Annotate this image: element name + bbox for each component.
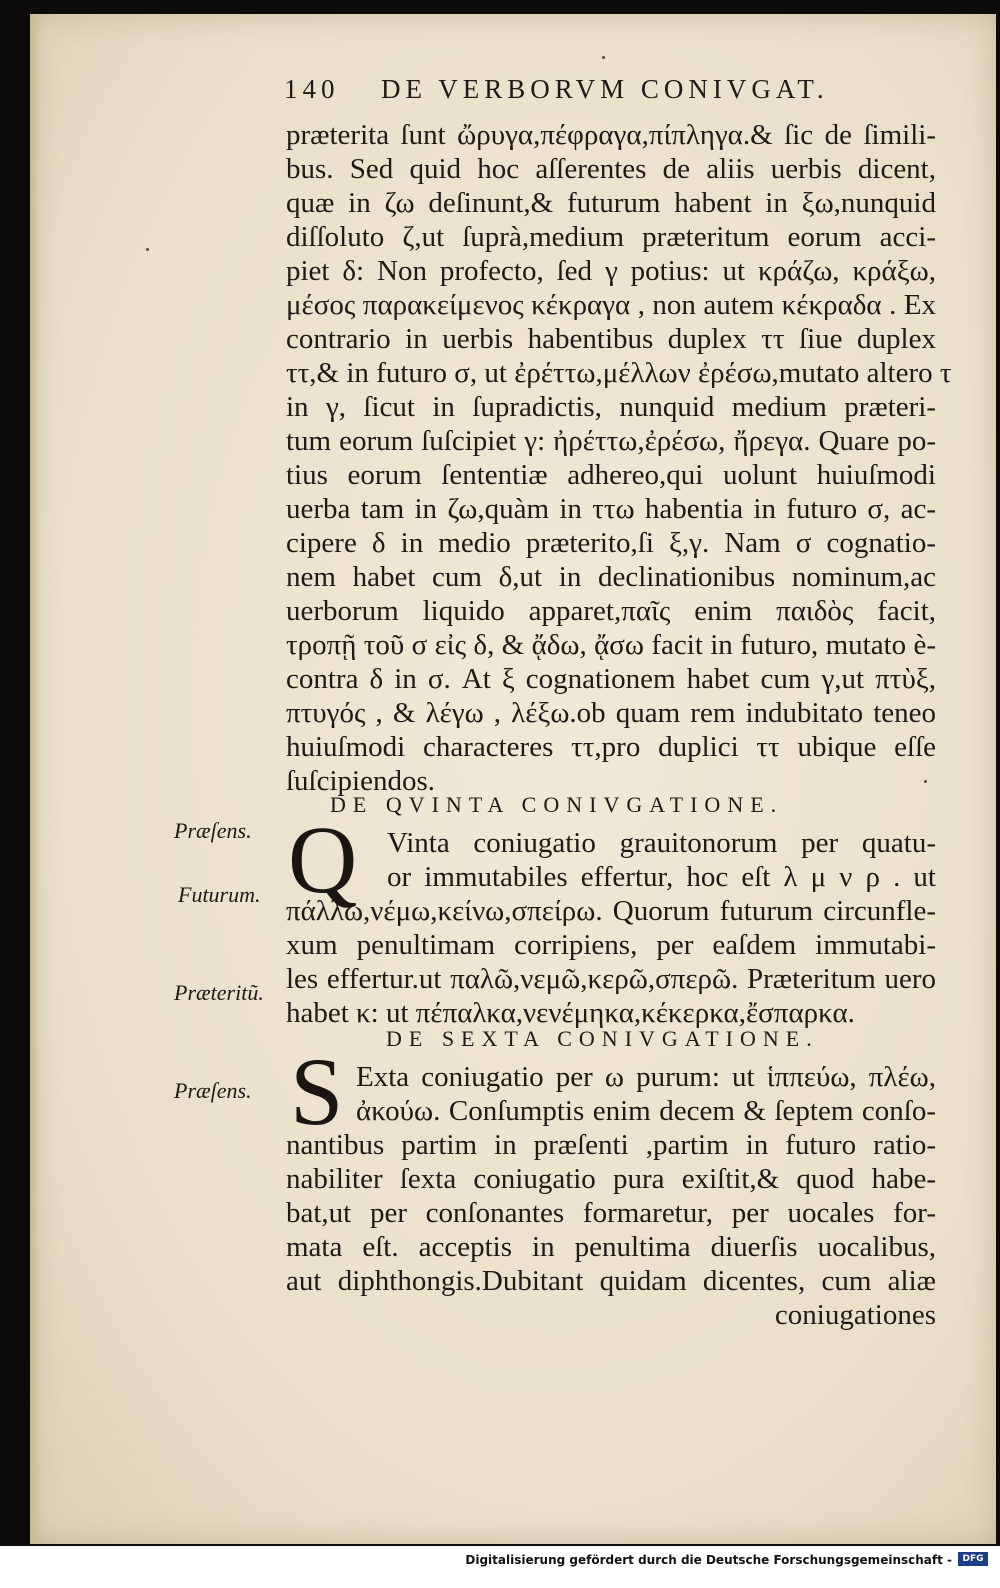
text-line: nabiliter ſexta coniugatio pura exiſtit,& quod habe- (286, 1163, 936, 1195)
text-line: πάλλω,νέμω,κείνω,σπείρω. Quorum futurum circunfle- (286, 895, 936, 927)
text-line: huiuſmodi characteres ττ,pro duplici ττ ubique eſſe (286, 731, 936, 763)
drop-cap-q: Q (288, 806, 358, 913)
margin-note-praeteritum: Præteritũ. (174, 980, 264, 1005)
dfg-logo-icon: DFG (958, 1552, 988, 1566)
catchword: coniugationes (774, 1299, 936, 1331)
text-line: bus. Sed quid hoc aſſerentes de aliis uerbis dicent, (286, 153, 936, 185)
text-line: aut diphthongis.Dubitant quidam dicentes, cum aliæ (286, 1265, 936, 1297)
text-line: Vinta coniugatio grauitonorum per quatu- (387, 827, 936, 859)
section-heading-sexta: DE SEXTA CONIVGATIONE. (386, 1026, 819, 1051)
text-line: præterita ſunt ὤρυγα,πέφραγα,πίπληγα.& ſic de ſimili- (286, 119, 936, 151)
margin-note-futurum: Futurum. (178, 882, 261, 907)
text-line: tius eorum ſententiæ adhereo,qui uolunt huiuſmodi (286, 459, 936, 491)
page-gutter-shadow (30, 14, 40, 1544)
text-line: uerba tam in ζω,quàm in ττω habentia in futuro σ, ac- (286, 493, 936, 525)
page-speck (602, 56, 605, 59)
text-line: mata eſt. acceptis in penultima diuerſis uocalibus, (286, 1231, 936, 1263)
text-line: nem habet cum δ,ut in declinationibus nominum,ac (286, 561, 936, 593)
text-line: ττ,& in futuro σ, ut ἐρέττω,μέλλων ἐρέσω,mutato altero τ (286, 357, 952, 389)
page-speck (146, 248, 149, 251)
text-line: nantibus partim in præſenti ,partim in futuro ratio- (286, 1129, 936, 1161)
text-line: uerborum liquido apparet,παῖς enim παιδὸς facit, (286, 595, 936, 627)
text-line: xum penultimam corripiens, per eaſdem immutabi- (286, 929, 936, 961)
margin-note-praesens-2: Præſens. (174, 1078, 252, 1103)
text-line: ἀκούω. Conſumptis enim decem & ſeptem conſo- (356, 1095, 936, 1127)
text-line: cipere δ in medio præterito,ſi ξ,γ. Nam σ cognatio- (286, 527, 936, 559)
text-line: bat,ut per conſonantes formaretur, per uocales for- (286, 1197, 936, 1229)
text-line: or immutabiles effertur, hoc eſt λ μ ν ρ . ut (387, 861, 936, 893)
text-line: habet κ: ut πέπαλκα,νενέμηκα,κέκερκα,ἔσπαρκα. (286, 997, 855, 1029)
text-line: contrario in uerbis habentibus duplex ττ ſiue duplex (286, 323, 936, 355)
text-line: les effertur.ut παλῶ,νεμῶ,κερῶ,σπερῶ. Præteritum uero (286, 963, 936, 995)
margin-note-praesens: Præſens. (174, 818, 252, 843)
text-line: πτυγός , & λέγω , λέξω.ob quam rem indubitato teneo (286, 697, 936, 729)
text-line: τροπῇ τοῦ σ εἰς δ, & ᾄδω, ᾄσω facit in futuro, mutato è- (286, 629, 936, 661)
text-line: in γ, ſicut in ſupradictis, nunquid medium præteri- (286, 391, 936, 423)
page-number: 140 (284, 74, 340, 104)
section-heading-quinta: DE QVINTA CONIVGATIONE. (330, 792, 784, 817)
text-line: contra δ in σ. At ξ cognationem habet cum γ,ut πτὺξ, (286, 663, 936, 695)
text-line: Exta coniugatio per ω purum: ut ἱππεύω, πλέω, (356, 1061, 936, 1093)
page-speck (924, 780, 927, 783)
text-line: piet δ: Non profecto, ſed γ potius: ut κράζω, κράξω, (286, 255, 936, 287)
drop-cap-s: S (290, 1038, 344, 1145)
text-line: quæ in ζω deſinunt,& futurum habent in ξω,nunquid (286, 187, 936, 219)
running-title: DE VERBORVM CONIVGAT. (381, 74, 829, 104)
footer-credit: Digitalisierung gefördert durch die Deutsche Forschungsgemeinschaft - (465, 1553, 952, 1567)
text-line: diſſoluto ζ,ut ſuprà,medium præteritum eorum acci- (286, 221, 936, 253)
text-line: ſuſcipiendos. (286, 765, 436, 797)
text-line: μέσος παρακείμενος κέκραγα , non autem κέκραδα . Ex (286, 289, 936, 321)
running-header (284, 74, 924, 105)
text-line: tum eorum ſuſcipiet γ: ἠρέττω,ἐρέσω, ἤρεγα. Quare po- (286, 425, 936, 457)
